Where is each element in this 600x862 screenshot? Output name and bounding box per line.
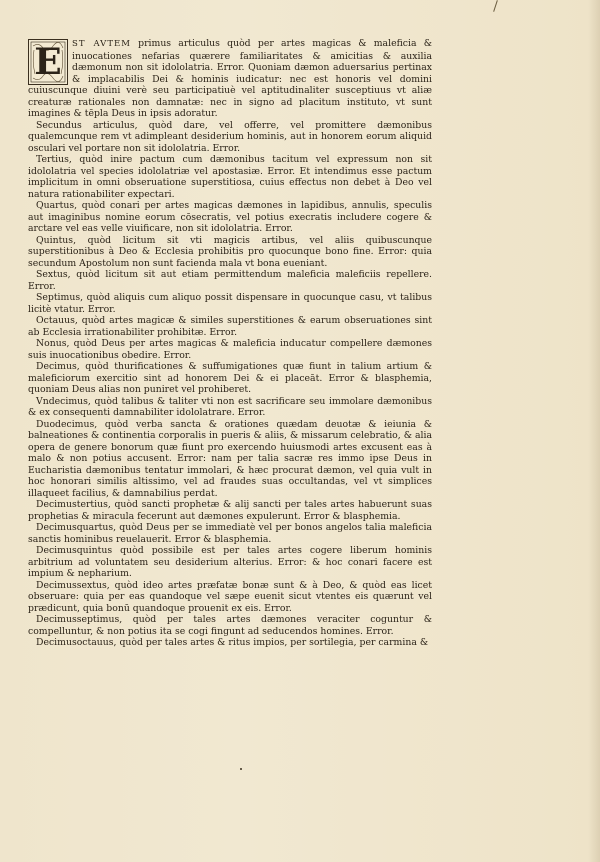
paragraph-1-text: primus articulus quòd per artes magicas & maleficia & inuocationes nefarias quærere familiaritates & amicitias & auxilia dæmonum non sit idololatria. Error. Quoniam dæmon aduersarius pertinax & implacabilis Dei & hominis iudicatur: nec est honoris vel domini cuiuscunque diuini verè seu participatiuè vel aptitudinaliter susceptiuus vt aliæ creaturæ rationales non damnatæ: nec in signo ad placitum instituto, vt sunt imagines & tēpla Deus in ipsis adoratur. xyxy=(28,38,432,119)
page-edge-shadow xyxy=(588,0,600,862)
paragraph-6: Sextus, quòd licitum sit aut etiam permittendum maleficia maleficiis repellere. Error. xyxy=(28,269,432,292)
paragraph-1 xyxy=(28,38,432,120)
paragraph-4: Quartus, quòd conari per artes magicas dæmones in lapidibus, annulis, speculis aut imaginibus nomine eorum cōsecratis, vel potius execratis includere cogere & arctare vel eas velle viuificare, non sit idololatria. Error. xyxy=(28,200,432,234)
paragraph-9: Nonus, quòd Deus per artes magicas & maleficia inducatur compellere dæmones suis inuocationibus obedire. Error. xyxy=(28,338,432,361)
paragraph-8: Octauus, quòd artes magicæ & similes superstitiones & earum obseruationes sint ab Ecclesia irrationabiliter prohibitæ. Error. xyxy=(28,315,432,338)
initial-letter: E xyxy=(34,41,62,83)
paragraph-18: Decimusoctauus, quòd per tales artes & ritus impios, per sortilegia, per carmina & xyxy=(36,637,429,648)
paragraph-14: Decimusquartus, quòd Deus per se immediatè vel per bonos angelos talia maleficia sanctis hominibus reuelauerit. Error & blasphemia. xyxy=(28,522,432,545)
paragraph-7: Septimus, quòd aliquis cum aliquo possit dispensare in quocunque casu, vt talibus licitè vtatur. Error. xyxy=(28,292,432,315)
paragraph-2: Secundus articulus, quòd dare, vel offerre, vel promittere dæmonibus qualemcunque rem vt adimpleant desiderium hominis, aut in honorem eorum aliquid osculari vel portare non sit idololatria. Error. xyxy=(28,119,432,154)
paragraph-15: Decimusquintus quòd possibile est per tales artes cogere liberum hominis arbitrium ad voluntatem seu desiderium alterius. Error: & hoc conari facere est impium & nepharium. xyxy=(28,545,432,579)
lead-caps: ST AVTEM xyxy=(72,39,131,49)
paragraph-11: Vndecimus, quòd talibus & taliter vti non est sacrificare seu immolare dæmonibus & ex consequenti damnabiliter idololatrare. Error. xyxy=(28,395,432,418)
paragraph-5: Quintus, quòd licitum sit vti magicis artibus, vel aliis quibuscunque superstitionibus à Deo & Ecclesia prohibitis pro quocunque bono fine. Error: quia secundum Apostolum non sunt facienda mala vt bona eueniant. xyxy=(28,234,432,269)
paragraph-12: Duodecimus, quòd verba sancta & orationes quædam deuotæ & ieiunia & balneationes & continentia corporalis in pueris & aliis, & missarum celebratio, & alia opera de genere bonorum quæ fiunt pro exercendo huiusmodi artes excusent eas à malo & non potius accusent. Error: nam per talia sacræ res immo ipse Deus in Eucharistia dæmonibus tentatur immolari, & hæc procurat dæmon, vel quia vult in hoc honorari similis altissimo, vel ad fraudes suas occultandas, vel vt simplices illaqueet facilius, & damnabilius perdat. xyxy=(28,418,432,499)
footer-ink-dot xyxy=(240,768,242,770)
paragraph-10: Decimus, quòd thurificationes & suffumigationes quæ fiunt in talium artium & maleficiorum exercitio sint ad honorem Dei & ei placeāt. Error & blasphemia, quoniam Deus alias non puniret vel prohiberet. xyxy=(28,361,432,395)
decorated-initial xyxy=(28,39,68,85)
paragraph-17: Decimusseptimus, quòd per tales artes dæmones veraciter coguntur & compelluntur, & non potius ita se cogi fingunt ad seducendos homines. Error. xyxy=(28,614,432,637)
paragraph-3: Tertius, quòd inire pactum cum dæmonibus tacitum vel expressum non sit idololatria vel species idololatriæ vel apostasiæ. Error. Et intendimus esse pactum implicitum in omni obseruatione superstitiosa, cuius effectus non debet à Deo vel natura rationabiliter expectari. xyxy=(28,154,432,200)
paragraph-13: Decimustertius, quòd sancti prophetæ & alij sancti per tales artes habuerunt suas prophetias & miracula fecerunt aut dæmones expulerunt. Error & blasphemia. xyxy=(28,499,432,522)
body-text xyxy=(28,38,432,649)
corner-pen-mark xyxy=(493,0,498,12)
paragraph-16: Decimussextus, quòd ideo artes præfatæ bonæ sunt & à Deo, & quòd eas licet obseruare: quia per eas quandoque vel sæpe euenit sicut vtentes eis quærunt vel prædicunt, quia bonū quandoque prouenit ex eis. Error. xyxy=(28,579,432,614)
